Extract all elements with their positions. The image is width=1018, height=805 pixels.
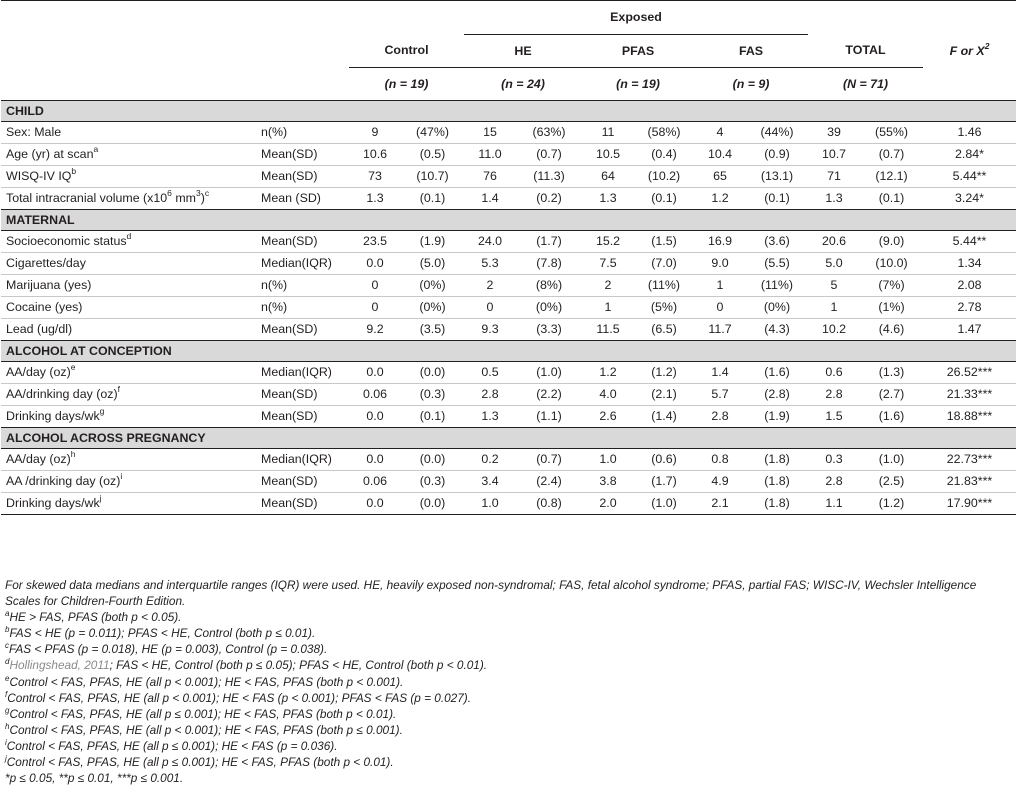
cell-value: 10.2 <box>821 322 847 336</box>
row-label: AA /drinking day (oz)$^i$ <box>1 471 261 493</box>
cell-value: 0.0 <box>349 362 401 384</box>
cell-dispersion: (10.7) <box>401 166 464 188</box>
section-title: CHILD <box>1 101 1016 122</box>
section-header <box>1 428 1016 449</box>
table-row <box>1 122 1016 144</box>
group-header-control: Control <box>349 35 464 68</box>
row-label: Cocaine (yes) <box>1 297 261 319</box>
footnote-item: $^j$Control < FAS, PFAS, HE (all p ≤ 0.001); HE < FAS, PFAS (both p < 0.01). <box>5 754 394 770</box>
cell-dispersion: (1.5) <box>634 231 694 253</box>
cell-value: 0.0 <box>349 449 401 471</box>
cell-dispersion: (9.0) <box>860 231 923 253</box>
cell-dispersion: (4.3) <box>764 322 790 336</box>
cell-dispersion: (10.0) <box>860 253 923 275</box>
table-row <box>1 166 1016 188</box>
group-header-total: TOTAL <box>808 35 923 68</box>
table-row <box>1 231 1016 253</box>
footnote-item: $^d$Hollingshead, 2011; FAS < HE, Control (both p ≤ 0.05); PFAS < HE, Control (both p < 0.01). <box>5 657 488 673</box>
cell-value: 1.5 <box>825 409 843 423</box>
cell-value: 5.3 <box>464 253 516 275</box>
cell-dispersion: (1.2) <box>860 493 923 515</box>
row-label: AA/day (oz)$^h$ <box>1 449 261 471</box>
cell-value: 1.2 <box>582 362 634 384</box>
cell-value: 65 <box>694 166 746 188</box>
cell-dispersion: (0.6) <box>634 449 694 471</box>
cell-value: 76 <box>464 166 516 188</box>
cell-dispersion: (1.6) <box>878 409 905 423</box>
cell-dispersion: (1.4) <box>651 409 677 423</box>
footnote-item: $^e$Control < FAS, PFAS, HE (all p < 0.001); HE < FAS, PFAS (both p < 0.001). <box>5 673 404 689</box>
section-header <box>1 101 1016 122</box>
cell-value: 10.5 <box>582 144 634 166</box>
cell-dispersion: (1.0) <box>634 493 694 515</box>
cell-dispersion: (0.1) <box>419 409 446 423</box>
footnote-reference-link[interactable]: Hollingshead, 2011 <box>9 658 110 673</box>
table-body <box>1 101 1016 515</box>
cell-value: 0.6 <box>808 362 860 384</box>
cell-value: 1 <box>582 297 634 319</box>
cell-dispersion: (0%) <box>746 297 808 319</box>
cell-value: 1.0 <box>582 449 634 471</box>
cell-value: 0 <box>349 275 401 297</box>
cell-value: 0.0 <box>349 493 401 515</box>
footnote-item: $^h$Control < FAS, PFAS, HE (all p < 0.001); HE < FAS, PFAS (both p ≤ 0.001). <box>5 721 403 737</box>
cell-value: 11.7 <box>708 322 732 336</box>
cell-dispersion: (0.7) <box>516 144 582 166</box>
cell-value: 0.06 <box>349 471 401 493</box>
cell-value: 1.2 <box>711 191 729 205</box>
cell-value: 9.0 <box>694 253 746 275</box>
cell-dispersion: (0.0) <box>401 362 464 384</box>
cell-dispersion: (4.6) <box>878 322 905 336</box>
cell-test-stat: 18.88*** <box>946 409 993 423</box>
cell-value: 23.5 <box>349 231 401 253</box>
cell-dispersion: (0.5) <box>401 144 464 166</box>
cell-value: 2 <box>582 275 634 297</box>
cell-dispersion: (0.1) <box>878 191 905 205</box>
cell-dispersion: (11%) <box>634 275 694 297</box>
cell-dispersion: (5.0) <box>401 253 464 275</box>
cell-value: 11.0 <box>464 144 516 166</box>
cell-dispersion: (0.3) <box>401 471 464 493</box>
cell-value: 0.0 <box>349 253 401 275</box>
group-n-total: (N = 71) <box>842 76 889 91</box>
cell-dispersion: (0.7) <box>860 144 923 166</box>
footnote-item: $^g$Control < FAS, PFAS, HE (all p ≤ 0.001); HE < FAS, PFAS (both p < 0.01). <box>5 705 397 721</box>
table-row <box>1 319 1016 341</box>
cell-test-stat: 2.84* <box>923 144 1016 166</box>
cell-dispersion: (1.9) <box>401 231 464 253</box>
cell-value: 0.3 <box>808 449 860 471</box>
table-row <box>1 493 1016 515</box>
exposed-header: Exposed <box>464 1 808 35</box>
cell-test-stat: 21.83*** <box>923 471 1016 493</box>
row-statistic: Median(IQR) <box>261 449 349 471</box>
cell-dispersion: (1.8) <box>746 449 808 471</box>
cell-value: 9.2 <box>366 322 384 336</box>
row-label: Total intracranial volume ($x10^6$ $mm^3)^c$ <box>6 188 210 205</box>
cell-dispersion: (0.1) <box>419 191 446 205</box>
cell-dispersion: (7.0) <box>634 253 694 275</box>
cell-dispersion: (5%) <box>634 297 694 319</box>
cell-dispersion: (0%) <box>516 297 582 319</box>
table-row <box>1 188 1016 210</box>
cell-value: 2.0 <box>582 493 634 515</box>
cell-dispersion: (3.6) <box>746 231 808 253</box>
row-label: Lead (ug/dl) <box>6 322 73 336</box>
cell-value: 64 <box>582 166 634 188</box>
cell-dispersion: (55%) <box>860 122 923 144</box>
cell-value: 5 <box>808 275 860 297</box>
section-title: ALCOHOL ACROSS PREGNANCY <box>1 428 1016 449</box>
row-label: WISQ-IV $IQ^b$ <box>1 166 261 188</box>
cell-dispersion: (47%) <box>401 122 464 144</box>
cell-dispersion: (11.3) <box>516 166 582 188</box>
cell-dispersion: (12.1) <box>860 166 923 188</box>
cell-test-stat: 26.52*** <box>923 362 1016 384</box>
cell-value: 2.6 <box>599 409 617 423</box>
cell-value: 2.8 <box>808 471 860 493</box>
cell-value: 1.3 <box>825 191 843 205</box>
cell-dispersion: (2.2) <box>516 384 582 406</box>
row-statistic: Mean (SD) <box>261 191 321 205</box>
table-row <box>1 471 1016 493</box>
group-n-control: (n = 19) <box>384 76 429 91</box>
cell-dispersion: (1.0) <box>516 362 582 384</box>
cell-value: 0.0 <box>366 409 384 423</box>
row-statistic: Mean(SD) <box>261 231 349 253</box>
row-label: Drinking days/$wk^j$ <box>1 493 261 515</box>
cell-dispersion: (3.5) <box>419 322 446 336</box>
cell-dispersion: (1.8) <box>746 493 808 515</box>
cell-dispersion: (0.4) <box>634 144 694 166</box>
cell-value: 5.0 <box>808 253 860 275</box>
group-n-pfas: (n = 19) <box>616 76 660 91</box>
row-statistic: Mean(SD) <box>261 471 349 493</box>
table-footnotes <box>5 577 1013 786</box>
row-label: Marijuana (yes) <box>1 275 261 297</box>
cell-dispersion: (1.3) <box>860 362 923 384</box>
row-statistic: n(%) <box>261 122 349 144</box>
cell-dispersion: (0.1) <box>651 191 677 205</box>
cell-value: 15 <box>464 122 516 144</box>
cell-dispersion: (5.5) <box>746 253 808 275</box>
row-statistic: Mean(SD) <box>261 384 349 406</box>
cell-test-stat: 17.90*** <box>923 493 1016 515</box>
cell-value: 4.9 <box>694 471 746 493</box>
cell-value: 11 <box>582 122 634 144</box>
row-statistic: Mean(SD) <box>261 409 318 423</box>
table-header <box>1 1 1016 101</box>
cell-dispersion: (7%) <box>860 275 923 297</box>
section-header <box>1 210 1016 231</box>
group-header-fas: FAS <box>694 35 808 68</box>
row-statistic: Mean(SD) <box>261 166 349 188</box>
cell-value: 5.7 <box>694 384 746 406</box>
cell-dispersion: (1.8) <box>746 471 808 493</box>
cell-value: 3.4 <box>464 471 516 493</box>
cell-test-stat: 5.44** <box>923 231 1016 253</box>
cell-value: 0.5 <box>464 362 516 384</box>
cell-dispersion: (63%) <box>516 122 582 144</box>
cell-value: 4 <box>694 122 746 144</box>
cell-value: 1.3 <box>599 191 617 205</box>
row-statistic: Median(IQR) <box>261 362 349 384</box>
table-row <box>1 406 1016 428</box>
cell-value: 9 <box>349 122 401 144</box>
cell-dispersion: (0.0) <box>401 493 464 515</box>
cell-value: 1.4 <box>481 191 499 205</box>
table-row <box>1 144 1016 166</box>
row-statistic: n(%) <box>261 297 349 319</box>
cell-dispersion: (0.8) <box>516 493 582 515</box>
cell-value: 9.3 <box>481 322 499 336</box>
cell-value: 39 <box>808 122 860 144</box>
cell-value: 10.4 <box>694 144 746 166</box>
cell-value: 20.6 <box>808 231 860 253</box>
cell-dispersion: (44%) <box>746 122 808 144</box>
footnote-item: $^c$FAS < PFAS (p = 0.018), HE (p = 0.003), Control (p = 0.038). <box>5 641 328 657</box>
cell-value: 2.8 <box>711 409 729 423</box>
cell-value: 4.0 <box>582 384 634 406</box>
table-row <box>1 449 1016 471</box>
row-label: AA/day (oz)$^e$ <box>1 362 261 384</box>
table-row <box>1 253 1016 275</box>
footnote-item: $^i$Control < FAS, PFAS, HE (all p ≤ 0.001); HE < FAS (p = 0.036). <box>5 737 338 753</box>
cell-dispersion: (3.3) <box>536 322 562 336</box>
footnote-significance: *p ≤ 0.05, **p ≤ 0.01, ***p ≤ 0.001. <box>5 771 184 786</box>
row-statistic: Median(IQR) <box>261 253 349 275</box>
cell-dispersion: (0%) <box>401 297 464 319</box>
cell-dispersion: (0.0) <box>401 449 464 471</box>
footnote-item: $^a$HE > FAS, PFAS (both p < 0.05). <box>5 609 182 625</box>
cell-value: 24.0 <box>464 231 516 253</box>
cell-value: 0 <box>349 297 401 319</box>
cell-value: 15.2 <box>582 231 634 253</box>
group-n-fas: (n = 9) <box>732 76 770 91</box>
footnote-item: $^b$FAS < HE (p = 0.011); PFAS < HE, Control (both p ≤ 0.01). <box>5 625 316 641</box>
cell-dispersion: (0.9) <box>746 144 808 166</box>
cell-dispersion: (0.1) <box>764 191 790 205</box>
cell-dispersion: (2.5) <box>860 471 923 493</box>
cell-dispersion: (1.7) <box>634 471 694 493</box>
footnote-intro: For skewed data medians and interquartile ranges (IQR) were used. HE, heavily exposed non-syndromal; FAS, fetal alcohol syndrome; PFAS, partial FAS; WISC-IV, Wechsler Intelligence Scales for Children-Fourth Edition. <box>5 578 977 609</box>
group-header-he: HE <box>464 35 582 68</box>
row-label: Cigarettes/day <box>1 253 261 275</box>
stat-col-header: F or $X^2$ <box>949 40 990 58</box>
row-statistic: n(%) <box>261 275 349 297</box>
cell-value: 0 <box>464 297 516 319</box>
cell-test-stat: 22.73*** <box>923 449 1016 471</box>
cell-value: 1.4 <box>694 362 746 384</box>
cell-value: 2 <box>464 275 516 297</box>
cell-value: 0.8 <box>694 449 746 471</box>
cell-test-stat: 5.44** <box>923 166 1016 188</box>
cell-value: 10.6 <box>349 144 401 166</box>
cell-dispersion: (10.2) <box>634 166 694 188</box>
cell-value: 0.2 <box>464 449 516 471</box>
cell-dispersion: (2.8) <box>746 384 808 406</box>
cell-value: 2.8 <box>464 384 516 406</box>
cell-value: 71 <box>808 166 860 188</box>
section-title: MATERNAL <box>1 210 1016 231</box>
cell-value: 16.9 <box>694 231 746 253</box>
cell-value: 1 <box>694 275 746 297</box>
cell-dispersion: (0.3) <box>401 384 464 406</box>
cell-value: 0 <box>694 297 746 319</box>
cell-dispersion: (13.1) <box>746 166 808 188</box>
group-header-pfas: PFAS <box>582 35 694 68</box>
section-header <box>1 341 1016 362</box>
cell-test-stat: 2.78 <box>923 297 1016 319</box>
cell-test-stat: 1.47 <box>957 322 982 336</box>
cell-dispersion: (2.4) <box>516 471 582 493</box>
cell-test-stat: 3.24* <box>955 191 984 205</box>
cell-test-stat: 1.46 <box>923 122 1016 144</box>
cell-dispersion: (0.7) <box>516 449 582 471</box>
cell-dispersion: (1.1) <box>536 409 562 423</box>
cell-value: 73 <box>349 166 401 188</box>
row-label: Drinking days/$wk^g$ <box>6 406 105 423</box>
cell-dispersion: (11%) <box>746 275 808 297</box>
cell-test-stat: 21.33*** <box>923 384 1016 406</box>
table-row <box>1 362 1016 384</box>
cell-dispersion: (6.5) <box>651 322 677 336</box>
cell-value: 0.06 <box>349 384 401 406</box>
section-title: ALCOHOL AT CONCEPTION <box>1 341 1016 362</box>
cell-value: 1 <box>808 297 860 319</box>
cell-value: 10.7 <box>808 144 860 166</box>
group-n-he: (n = 24) <box>501 76 545 91</box>
cell-dispersion: (8%) <box>516 275 582 297</box>
data-table <box>1 0 1016 515</box>
cell-dispersion: (1.7) <box>516 231 582 253</box>
cell-dispersion: (2.7) <box>860 384 923 406</box>
cell-value: 11.5 <box>596 322 620 336</box>
row-label: Socioeconomic status$^d$ <box>1 231 261 253</box>
table-row <box>1 275 1016 297</box>
row-label: Sex: Male <box>1 122 261 144</box>
cell-test-stat: 1.34 <box>923 253 1016 275</box>
cell-value: 1.3 <box>366 191 384 205</box>
cell-dispersion: (0%) <box>401 275 464 297</box>
cell-value: 3.8 <box>582 471 634 493</box>
cell-dispersion: (1.2) <box>634 362 694 384</box>
cell-dispersion: (1.9) <box>764 409 790 423</box>
cell-dispersion: (58%) <box>634 122 694 144</box>
table-row <box>1 297 1016 319</box>
row-statistic: Mean(SD) <box>261 322 318 336</box>
cell-value: 1.0 <box>464 493 516 515</box>
cell-value: 1.1 <box>808 493 860 515</box>
table-row <box>1 384 1016 406</box>
footnote-item: $^f$Control < FAS, PFAS, HE (all p < 0.001); HE < FAS (p < 0.001); PFAS < FAS (p = 0.027). <box>5 689 472 705</box>
row-label: Age (yr) at scan$^a$ <box>1 144 261 166</box>
cell-value: 2.8 <box>808 384 860 406</box>
row-label: AA/drinking day (oz)$^f$ <box>1 384 261 406</box>
cell-dispersion: (0.2) <box>536 191 562 205</box>
cell-test-stat: 2.08 <box>923 275 1016 297</box>
row-statistic: Mean(SD) <box>261 144 349 166</box>
cell-value: 1.3 <box>481 409 499 423</box>
cell-dispersion: (1.6) <box>746 362 808 384</box>
cell-dispersion: (7.8) <box>516 253 582 275</box>
cell-value: 2.1 <box>694 493 746 515</box>
cell-dispersion: (1.0) <box>860 449 923 471</box>
cell-dispersion: (1%) <box>860 297 923 319</box>
cell-dispersion: (2.1) <box>634 384 694 406</box>
row-statistic: Mean(SD) <box>261 493 349 515</box>
cell-value: 7.5 <box>582 253 634 275</box>
